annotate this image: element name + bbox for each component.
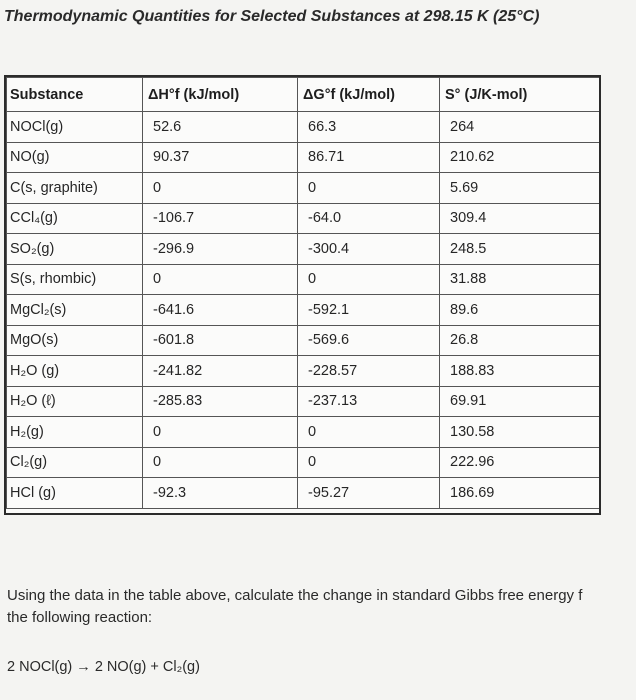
header-gibbs: ΔG°f (kJ/mol) [298,78,440,112]
cell-substance: H₂(g) [7,417,143,448]
cell-enthalpy: -296.9 [143,234,298,265]
question-line-1: Using the data in the table above, calculate the change in standard Gibbs free energy f [7,587,583,604]
cell-gibbs: 0 [298,417,440,448]
cell-enthalpy: -106.7 [143,203,298,234]
cell-entropy: 210.62 [440,142,600,173]
cell-entropy: 89.6 [440,295,600,326]
cell-enthalpy: 0 [143,264,298,295]
table-row [7,478,600,509]
table-row [7,142,600,173]
cell-entropy: 130.58 [440,417,600,448]
cell-substance: MgCl₂(s) [7,295,143,326]
cell-gibbs: -592.1 [298,295,440,326]
cell-enthalpy: 90.37 [143,142,298,173]
cell-gibbs: 86.71 [298,142,440,173]
table-row [7,356,600,387]
cell-entropy: 309.4 [440,203,600,234]
cell-enthalpy: -241.82 [143,356,298,387]
cell-substance: MgO(s) [7,325,143,356]
cell-enthalpy: -92.3 [143,478,298,509]
cell-gibbs: -64.0 [298,203,440,234]
cell-substance: C(s, graphite) [7,173,143,204]
cell-substance: S(s, rhombic) [7,264,143,295]
cell-gibbs: -300.4 [298,234,440,265]
cell-enthalpy: 0 [143,173,298,204]
table-row [7,325,600,356]
question-line-2: the following reaction: [7,609,153,626]
cell-entropy: 5.69 [440,173,600,204]
cell-gibbs: 0 [298,447,440,478]
cell-entropy: 264 [440,112,600,143]
table-header-row [7,78,600,112]
table-row [7,295,600,326]
cell-substance: H₂O (ℓ) [7,386,143,417]
cell-gibbs: -228.57 [298,356,440,387]
thermo-table-container [4,75,601,515]
cell-substance: NOCl(g) [7,112,143,143]
header-enthalpy: ΔH°f (kJ/mol) [143,78,298,112]
cell-entropy: 26.8 [440,325,600,356]
table-row [7,417,600,448]
cell-substance: NO(g) [7,142,143,173]
cell-enthalpy: 0 [143,447,298,478]
cell-gibbs: 66.3 [298,112,440,143]
cell-gibbs: -569.6 [298,325,440,356]
cell-gibbs: -237.13 [298,386,440,417]
reaction-equation: 2 NOCl(g) → 2 NO(g) + Cl₂(g) [7,659,200,675]
table-row [7,264,600,295]
cell-entropy: 69.91 [440,386,600,417]
table-row [7,112,600,143]
cell-substance: H₂O (g) [7,356,143,387]
cell-enthalpy: -641.6 [143,295,298,326]
cell-enthalpy: -601.8 [143,325,298,356]
cell-entropy: 186.69 [440,478,600,509]
cell-substance: CCl₄(g) [7,203,143,234]
cell-enthalpy: 52.6 [143,112,298,143]
cell-substance: SO₂(g) [7,234,143,265]
cell-entropy: 222.96 [440,447,600,478]
table-row [7,447,600,478]
cell-entropy: 188.83 [440,356,600,387]
cell-substance: Cl₂(g) [7,447,143,478]
cell-enthalpy: 0 [143,417,298,448]
cell-substance: HCl (g) [7,478,143,509]
table-row [7,173,600,204]
cell-entropy: 31.88 [440,264,600,295]
table-row [7,234,600,265]
page-title: Thermodynamic Quantities for Selected Substances at 298.15 K (25°C) [4,8,540,25]
thermo-table [6,77,600,509]
cell-gibbs: -95.27 [298,478,440,509]
header-entropy: S° (J/K-mol) [440,78,600,112]
cell-gibbs: 0 [298,264,440,295]
cell-entropy: 248.5 [440,234,600,265]
question-text [7,585,636,629]
header-substance: Substance [7,78,143,112]
table-row [7,203,600,234]
table-row [7,386,600,417]
cell-gibbs: 0 [298,173,440,204]
cell-enthalpy: -285.83 [143,386,298,417]
